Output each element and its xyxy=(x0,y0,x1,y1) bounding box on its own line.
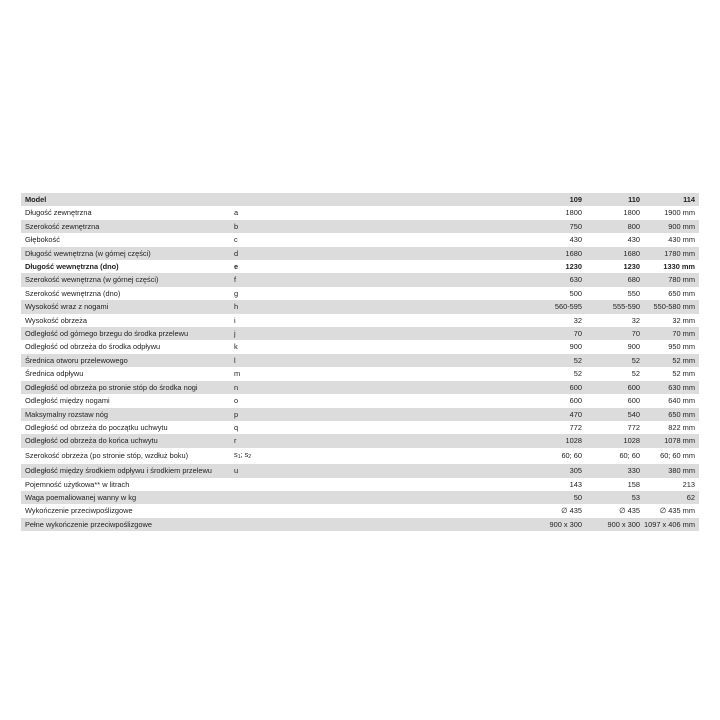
table-row xyxy=(21,314,699,327)
row-symbol: d xyxy=(231,247,459,260)
row-symbol: i xyxy=(234,315,236,325)
table-row xyxy=(21,448,699,464)
table-row xyxy=(21,247,699,260)
row-value-model-1: 772 xyxy=(569,422,582,432)
row-label: Szerokość zewnętrzna xyxy=(21,220,231,233)
row-value-model-3: 630 mm xyxy=(643,381,699,394)
row-value-model-1: 52 xyxy=(459,354,585,367)
row-value-model-1: 305 xyxy=(459,464,585,477)
row-label: Pełne wykończenie przeciwpoślizgowe xyxy=(21,518,231,531)
table-row xyxy=(21,340,699,353)
row-value-model-2: 772 xyxy=(627,422,640,432)
row-value-model-2: 32 xyxy=(631,315,640,325)
row-value-model-3: 213 xyxy=(682,479,695,489)
row-value-model-1: 470 xyxy=(459,408,585,421)
row-value-model-1: 1800 xyxy=(565,208,582,218)
row-value-model-3: 1900 mm xyxy=(664,208,695,218)
row-value-model-1: 70 xyxy=(459,327,585,340)
table-row xyxy=(21,327,699,340)
row-value-model-3: 52 mm xyxy=(643,354,699,367)
row-value-model-2: 800 xyxy=(585,220,643,233)
row-label: Odległość między nogami xyxy=(25,396,110,406)
row-symbol: c xyxy=(234,235,238,245)
row-label: Odległość od górnego brzegu do środka przelewu xyxy=(21,327,231,340)
row-value-model-2: 680 xyxy=(585,273,643,286)
row-value-model-3: 1097 x 406 mm xyxy=(643,518,699,531)
row-value-model-1: 430 xyxy=(569,235,582,245)
row-value-model-2: 1230 xyxy=(623,262,640,272)
row-value-model-3: 60; 60 mm xyxy=(660,451,695,461)
table-row xyxy=(21,504,699,517)
row-label: Odległość od obrzeża do końca uchwytu xyxy=(21,434,231,447)
row-label: Długość wewnętrzna (dno) xyxy=(25,262,119,272)
row-value-model-3: 640 mm xyxy=(668,396,695,406)
row-value-model-2: 330 xyxy=(585,464,643,477)
row-value-model-1: 1028 xyxy=(459,434,585,447)
row-symbol: q xyxy=(234,422,239,432)
row-label: Odległość od obrzeża do środka odpływu xyxy=(25,342,161,352)
row-symbol xyxy=(231,518,459,531)
row-value-model-1: 1230 xyxy=(565,262,582,272)
table-row xyxy=(21,464,699,477)
table-row xyxy=(21,381,699,394)
row-symbol: h xyxy=(231,300,459,313)
row-value-model-3: 32 mm xyxy=(672,315,695,325)
row-value-model-1: 600 xyxy=(569,396,582,406)
row-value-model-2: 70 xyxy=(585,327,643,340)
table-row xyxy=(21,394,699,407)
row-value-model-1: 143 xyxy=(569,479,582,489)
row-symbol xyxy=(231,491,459,504)
table-row xyxy=(21,233,699,246)
header-model-3: 114 xyxy=(643,193,699,206)
row-symbol: j xyxy=(231,327,459,340)
row-label: Średnica odpływu xyxy=(25,369,84,379)
table-row xyxy=(21,300,699,313)
table-row xyxy=(21,287,699,300)
row-symbol: k xyxy=(234,342,238,352)
row-symbol: n xyxy=(231,381,459,394)
row-symbol: r xyxy=(231,434,459,447)
row-symbol: g xyxy=(234,288,239,298)
row-label: Długość wewnętrzna (w górnej części) xyxy=(21,247,231,260)
row-value-model-3: 822 mm xyxy=(668,422,695,432)
row-label: Wykończenie przeciwpoślizgowe xyxy=(25,506,133,516)
spec-sheet xyxy=(21,193,699,531)
row-value-model-2: 540 xyxy=(585,408,643,421)
row-value-model-1: 50 xyxy=(459,491,585,504)
table-row xyxy=(21,220,699,233)
specification-table-body xyxy=(21,193,699,531)
row-value-model-1: 1680 xyxy=(459,247,585,260)
row-value-model-3: 780 mm xyxy=(643,273,699,286)
row-value-model-2: 600 xyxy=(627,396,640,406)
row-value-model-1: 900 x 300 xyxy=(459,518,585,531)
row-value-model-3: 1330 mm xyxy=(663,262,695,272)
table-header-row xyxy=(21,193,699,206)
row-label: Odległość między środkiem odpływu i środkiem przelewu xyxy=(21,464,231,477)
row-value-model-3: 70 mm xyxy=(643,327,699,340)
table-row xyxy=(21,518,699,531)
row-value-model-3: 380 mm xyxy=(643,464,699,477)
row-label: Odległość od obrzeża do początku uchwytu xyxy=(25,422,168,432)
row-symbol: m xyxy=(234,369,241,379)
row-label: Waga poemaliowanej wanny w kg xyxy=(21,491,231,504)
table-row xyxy=(21,206,699,219)
row-value-model-2: 53 xyxy=(585,491,643,504)
row-value-model-2: 52 xyxy=(631,369,640,379)
row-value-model-2: 1680 xyxy=(585,247,643,260)
row-symbol: b xyxy=(231,220,459,233)
row-value-model-2: 600 xyxy=(585,381,643,394)
row-label: Głębokość xyxy=(25,235,60,245)
row-value-model-2: 60; 60 xyxy=(619,451,640,461)
table-row xyxy=(21,367,699,380)
row-symbol: p xyxy=(231,408,459,421)
row-value-model-2: 555-590 xyxy=(585,300,643,313)
table-row xyxy=(21,478,699,491)
row-value-model-1: 750 xyxy=(459,220,585,233)
row-symbol: $s_1$; $s_2$ xyxy=(234,449,252,460)
row-value-model-3: 650 mm xyxy=(643,408,699,421)
row-value-model-1: 900 xyxy=(569,342,582,352)
specification-table xyxy=(21,193,699,531)
row-label: Średnica otworu przelewowego xyxy=(21,354,231,367)
table-row xyxy=(21,491,699,504)
row-label: Maksymalny rozstaw nóg xyxy=(21,408,231,421)
row-value-model-2: 1028 xyxy=(585,434,643,447)
header-symbol xyxy=(231,193,459,206)
row-value-model-2: 550 xyxy=(627,288,640,298)
row-symbol xyxy=(231,478,459,491)
table-row xyxy=(21,408,699,421)
row-value-model-3: 900 mm xyxy=(643,220,699,233)
table-row xyxy=(21,434,699,447)
row-label: Szerokość obrzeża (po stronie stóp, wzdłuż boku) xyxy=(25,451,189,461)
row-value-model-2: 158 xyxy=(627,479,640,489)
row-value-model-3: 550-580 mm xyxy=(643,300,699,313)
row-symbol xyxy=(231,504,459,517)
row-symbol: f xyxy=(231,273,459,286)
row-value-model-1: 600 xyxy=(459,381,585,394)
row-label: Pojemność użytkowa** w litrach xyxy=(25,479,130,489)
row-value-model-3: 950 mm xyxy=(668,342,695,352)
table-row xyxy=(21,421,699,434)
row-label: Szerokość wewnętrzna (w górnej części) xyxy=(21,273,231,286)
row-value-model-3: 430 mm xyxy=(668,235,695,245)
row-value-model-1: 560-595 xyxy=(459,300,585,313)
row-symbol: e xyxy=(234,262,239,272)
row-value-model-1: 630 xyxy=(459,273,585,286)
row-value-model-1: 60; 60 xyxy=(561,451,582,461)
row-value-model-2: 900 xyxy=(627,342,640,352)
row-symbol: o xyxy=(234,396,239,406)
header-model-2: 110 xyxy=(585,193,643,206)
row-value-model-3: 650 mm xyxy=(668,288,695,298)
row-value-model-2: 52 xyxy=(585,354,643,367)
row-value-model-3: 1078 mm xyxy=(643,434,699,447)
row-label: Szerokość wewnętrzna (dno) xyxy=(25,288,121,298)
row-value-model-3: ∅ 435 mm xyxy=(659,506,695,516)
header-model-1: 109 xyxy=(459,193,585,206)
row-value-model-1: 500 xyxy=(569,288,582,298)
table-row xyxy=(21,260,699,273)
table-row xyxy=(21,273,699,286)
row-value-model-2: 900 x 300 xyxy=(585,518,643,531)
row-symbol: l xyxy=(231,354,459,367)
row-symbol: a xyxy=(234,208,239,218)
row-label: Długość zewnętrzna xyxy=(25,208,92,218)
row-value-model-3: 52 mm xyxy=(672,369,695,379)
row-value-model-1: ∅ 435 xyxy=(561,506,582,516)
row-value-model-2: 430 xyxy=(627,235,640,245)
row-value-model-2: ∅ 435 xyxy=(619,506,640,516)
row-symbol: u xyxy=(231,464,459,477)
row-value-model-2: 1800 xyxy=(623,208,640,218)
row-label: Wysokość wraz z nogami xyxy=(21,300,231,313)
row-value-model-1: 32 xyxy=(573,315,582,325)
row-value-model-1: 52 xyxy=(573,369,582,379)
row-value-model-3: 1780 mm xyxy=(643,247,699,260)
row-value-model-3: 62 xyxy=(643,491,699,504)
row-label: Odległość od obrzeża po stronie stóp do środka nogi xyxy=(21,381,231,394)
row-label: Wysokość obrzeża xyxy=(25,315,87,325)
table-row xyxy=(21,354,699,367)
header-label: Model xyxy=(21,193,231,206)
